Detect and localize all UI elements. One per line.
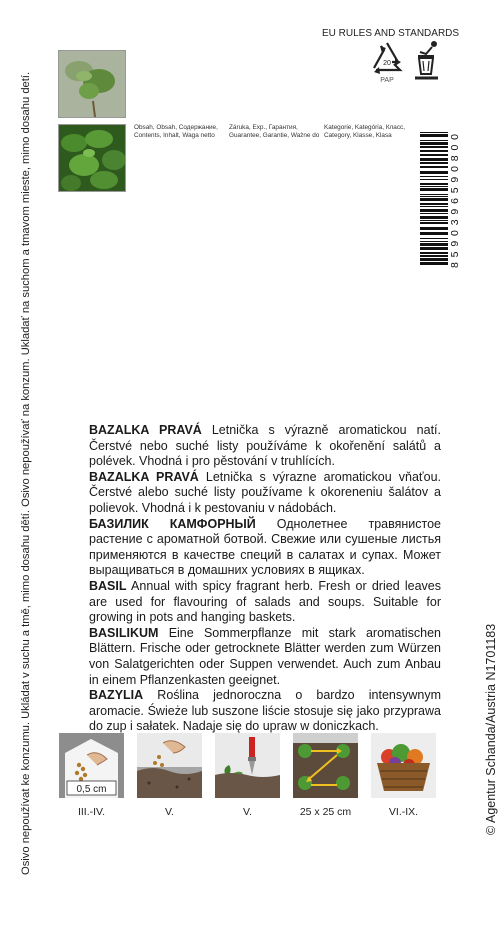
planting-period: V.: [243, 806, 252, 818]
barcode-bar: [420, 176, 448, 177]
seedling-photo: [58, 50, 126, 118]
description-text-ru: Однолетнее травянистое растение с ароматной ботвой. Свежие или сушеные листья применяются в качестве специй в салатах и супах. Может выращиваться в домашних условиях в ящиках.: [89, 516, 442, 578]
barcode-bar: [420, 238, 448, 239]
description-cs: [89, 423, 441, 470]
barcode-bar: [420, 209, 448, 212]
barcode-bar: [420, 166, 448, 168]
barcode-bar: [420, 206, 448, 207]
barcode-bar: [420, 183, 448, 185]
barcode-bar: [420, 179, 448, 180]
waste-bin-icon: [412, 40, 442, 82]
barcode-bar: [420, 241, 448, 242]
contents-label-line: Obsah, Obsah, Содержание,: [134, 124, 218, 131]
category-label: [324, 124, 405, 140]
guarantee-label-line: Guarantee, Garantie, Ważne do: [229, 132, 320, 139]
category-label-line: Kategorie, Kategória, Класс,: [324, 124, 405, 131]
product-description: [89, 423, 441, 735]
barcode-bar: [420, 142, 448, 145]
barcode-bar: [420, 171, 448, 174]
description-text-en: Annual with spicy fragrant herb. Fresh or dried leaves are used for flavouring of salads and soups. Suitable for growing in pots and hanging baskets.: [89, 578, 441, 625]
sowing-outdoor-period: V.: [165, 806, 174, 818]
barcode-digits: 8590396590800: [449, 134, 460, 268]
barcode-bar: [420, 186, 448, 187]
barcode-bar: [420, 188, 448, 191]
product-name-de: BASILIKUM: [89, 625, 159, 640]
guarantee-label-line: Záruka, Exp., Гарантия,: [229, 124, 298, 131]
planting-icon: [215, 733, 280, 798]
barcode-bar: [420, 222, 448, 224]
description-de: [89, 626, 441, 688]
description-sk: [89, 470, 441, 517]
barcode-bar: [420, 194, 448, 195]
harvest-basket-icon: [371, 733, 436, 798]
contents-label: [134, 124, 218, 140]
barcode-bar: [420, 146, 448, 148]
basil-photo: [58, 124, 126, 192]
barcode-bar: [420, 258, 448, 261]
storage-warning: Osivo nepoužívat ke konzumu. Ukládat v suchu a tmě, mimo dosahu dětí. Osivo nepoužívať na konzum. Ukladať na suchom a tmavom mieste, mimo dosahu detí.: [20, 71, 32, 875]
barcode-bar: [420, 252, 448, 254]
recycle-code: 20: [383, 60, 391, 67]
pap-label: PAP: [380, 77, 394, 84]
barcode-bar: [420, 198, 448, 201]
description-en: [89, 579, 441, 626]
paper-recycle-icon: [370, 40, 404, 86]
barcode-bar: [420, 216, 448, 219]
spacing-value: 25 x 25 cm: [299, 806, 352, 818]
product-name-cs: BAZALKA PRAVÁ: [89, 423, 202, 437]
barcode-bar: [420, 132, 448, 133]
guarantee-label: [229, 124, 319, 140]
barcode-bar: [420, 140, 448, 141]
barcode-bar: [420, 243, 448, 246]
description-text-pl: Roślina jednoroczna o bardzo intensywnym aromacie. Świeże lub suszone liście stosuje się jako przyprawa do zup i sałatek. Nadaje się do upraw w doniczkach.: [89, 688, 441, 734]
sowing-outdoor-icon: [137, 733, 202, 798]
product-name-en: BASIL: [89, 578, 127, 593]
barcode-bar: [420, 150, 448, 152]
description-pl: [89, 688, 441, 735]
storage-warning-text: [20, 55, 50, 875]
barcode-bar: [420, 220, 448, 221]
barcode-bar: [420, 227, 448, 230]
barcode-bar: [420, 203, 448, 205]
barcode-bars: [420, 132, 448, 265]
description-text-cs: Letnička s výrazně aromatickou natí. Čerstvé nebo suché listy používáme k okořenění salátů a polévek. Vhodná i pro pěstování v truhlících.: [89, 423, 441, 469]
description-ru: [89, 517, 441, 579]
product-name-ru: БАЗИЛИК КАМФОРНЫЙ: [89, 516, 256, 531]
product-name-sk: BAZALKA PRAVÁ: [89, 469, 199, 484]
barcode-bar: [420, 158, 448, 161]
product-name-pl: BAZYLIA: [89, 688, 144, 703]
description-text-sk: Letnička s výrazne aromatickou vňaťou. Čerstvé alebo suché listy používame k okoreneniu šalátov a polievok. Vhodná i k pestovaniu v nádobách.: [89, 469, 441, 515]
barcode-bar: [420, 134, 448, 137]
spacing-icon: [293, 733, 358, 798]
sowing-indoor-period: III.-IV.: [77, 806, 106, 818]
barcode-bar: [420, 262, 448, 265]
barcode-bar: [420, 196, 448, 197]
harvest-period: VI.-IX.: [388, 806, 419, 818]
barcode-bar: [420, 213, 448, 214]
eu-rules-title: EU RULES AND STANDARDS: [322, 28, 460, 39]
barcode-bar: [420, 154, 448, 156]
barcode-bar: [420, 247, 448, 250]
description-text-de: Eine Sommerpflanze mit stark aromatischen Blättern. Frische oder getrocknete Blätter werden zum Würzen von Salatgerichten oder Suppen verwendet. Auch zum Anbau in einem Pflanzenkasten geeignet.: [89, 625, 441, 687]
sowing-indoor-icon: [59, 733, 124, 798]
sowing-depth-label: 0,5 cm: [76, 784, 107, 795]
barcode-bar: [420, 255, 448, 257]
barcode-bar: [420, 162, 448, 164]
barcode: [420, 130, 460, 270]
barcode-bar: [420, 232, 448, 235]
contents-label-line: Contents, Inhalt, Waga netto: [134, 132, 215, 139]
category-label-line: Category, Klasse, Klasa: [324, 132, 392, 139]
copyright-text: © Agentur Schanda/Austria N1701183: [484, 623, 498, 835]
